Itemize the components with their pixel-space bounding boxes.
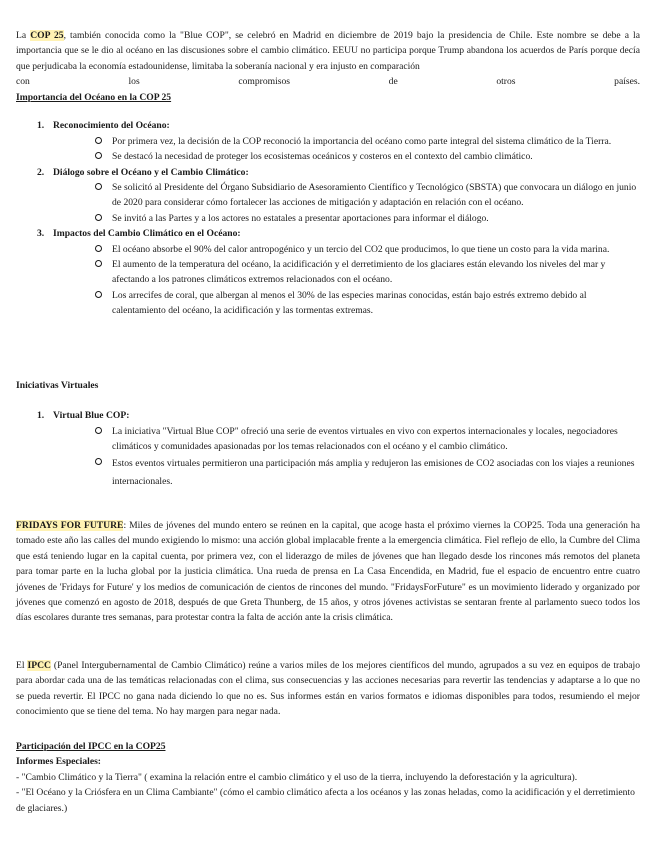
list-item-title: Diálogo sobre el Océano y el Cambio Climático:: [53, 166, 249, 178]
circle-bullet-icon: [95, 183, 102, 190]
section3-subheading: Informes Especiales:: [16, 756, 101, 768]
list-item-title: Impactos del Cambio Climático en el Océano:: [53, 228, 241, 240]
section1-heading: Importancia del Océano en la COP 25: [16, 92, 172, 103]
ipcc-highlight: IPCC: [27, 660, 51, 671]
sub-bullet: Se solicitó al Presidente del Órgano Subsidiario de Asesoramiento Científico y Tecnológico (SBSTA) que convocara un diálogo en junio de 2020 para considerar cómo fortalecer las acciones de mitigación y adaptación en relación con el océano.: [53, 180, 640, 211]
section2-list: [16, 408, 640, 490]
intro-paragraph: [16, 28, 640, 90]
section1-list: [16, 118, 640, 318]
sub-bullet: El océano absorbe el 90% del calor antropogénico y un tercio del CO2 que producimos, lo que tiene un costo para la vida marina.: [53, 242, 640, 257]
intro-tail-right: los compromisos de otros países.: [128, 76, 640, 88]
list-item: 3. Impactos del Cambio Climático en el Océano: El océano absorbe el 90% del calor antropogénico y un tercio del CO2 que producimos, lo que tiene un costo para la vida marina. El aumento de la temperatura del océano, la acidificación y el derretimiento de los glaciares están elevando los niveles del mar y afectando a los patrones climáticos extremos relacionados con el océano. Los arrecifes de coral, que albergan al menos el 30% de las especies marinas conocidas, están bajo estrés extremo debido al calentamiento del océano, la acidificación y las tormentas extremas.: [16, 226, 640, 318]
sub-bullet: Estos eventos virtuales permitieron una participación más amplia y redujeron las emisiones de CO2 asociadas con los viajes a reuniones internacionales.: [53, 455, 640, 491]
intro-highlight: COP 25: [30, 30, 64, 41]
ipcc-prefix: El: [16, 660, 28, 671]
section-ocean-importance: [16, 90, 640, 319]
circle-bullet-icon: [95, 214, 102, 221]
section-virtual-initiatives: [16, 378, 640, 491]
sub-bullet: Por primera vez, la decisión de la COP reconoció la importancia del océano como parte integral del sistema climático de la Tierra.: [53, 134, 640, 149]
list-item-title: Virtual Blue COP:: [53, 410, 130, 422]
section-ipcc-participation: [16, 739, 640, 816]
circle-bullet-icon: [95, 427, 102, 434]
ipcc-paragraph: [16, 658, 640, 720]
circle-bullet-icon: [95, 260, 102, 267]
circle-bullet-icon: [95, 458, 102, 465]
ipcc-text: (Panel Intergubernamental de Cambio Climático) reúne a varios miles de los mejores científicos del mundo, agrupados a su vez en equipos de trabajo para abordar cada una de las temáticas relacionadas con el clima, sus consecuencias y las acciones necesarias para revertir las tendencias y adaptarse a lo que no se pueda revertir. El IPCC no gana nada diciendo lo que no es. Sus informes están en varios formatos e idiomas disponibles para todos, resumiendo el mejor conocimiento que se tiene del tema. No hay margen para negar nada.: [16, 660, 640, 718]
list-item: 1. Virtual Blue COP: La iniciativa "Virtual Blue COP" ofreció una serie de eventos virtuales en vivo con expertos internacionales y locales, negociadores climáticos y comunidades apasionadas por los temas relacionados con el océano y el cambio climático. Estos eventos virtuales permitieron una participación más amplia y redujeron las emisiones de CO2 asociadas con los viajes a reuniones internacionales.: [16, 408, 640, 490]
sub-bullet: El aumento de la temperatura del océano, la acidificación y el derretimiento de los glaciares están elevando los niveles del mar y afectando a los patrones climáticos extremos relacionados con el océano.: [53, 257, 640, 288]
intro-text: , también conocida como la "Blue COP", se celebró en Madrid en diciembre de 2019 bajo la presidencia de Chile. Este nombre se debe a la importancia que se le dio al océano en las discusiones sobre el cambio climático. EEUU no participa porque Trump abandona los acuerdos de París porque decía que perjudicaba la economía estadounidense, limitaba la soberanía nacional y era injusto en comparación: [16, 30, 640, 72]
fridays-text: : Miles de jóvenes del mundo entero se reúnen en la capital, que acoge hasta el próximo viernes la COP25. Toda una generación ha tomado este año las calles del mundo exigiendo lo mismo: una acción global implacable frente a la emergencia climática. Fiel reflejo de ello, la Cumbre del Clima que está teniendo lugar en la capital cuenta, por primera vez, con el liderazgo de miles de jóvenes que han llegado desde los rincones más remotos del planeta para tomar parte en la lucha global por la justicia climática. Una rueda de prensa en La Casa Encendida, en Madrid, fue el espacio de encuentro entre cuatro jóvenes de 'Fridays for Future' y los medios de comunicación de cientos de rincones del mundo. "FridaysForFuture" es un movimiento liderado y organizado por jóvenes que comenzó en agosto de 2018, después de que Greta Thunberg, de 15 años, y otros jóvenes activistas se sentaran frente al parlamento sueco todos los días escolares durante tres semanas, para protestar contra la falta de acción ante la crisis climática.: [16, 520, 640, 624]
intro-tail-left: con: [16, 76, 30, 88]
section3-heading: Participación del IPCC en la COP25: [16, 741, 166, 752]
circle-bullet-icon: [95, 291, 102, 298]
report-line: - "El Océano y la Criósfera en un Clima Cambiante" (cómo el cambio climático afecta a los océanos y las zonas heladas, como la acidificación y el derretimiento de glaciares.): [16, 787, 635, 814]
circle-bullet-icon: [95, 245, 102, 252]
intro-prefix: La: [16, 30, 31, 41]
sub-bullet: Se destacó la necesidad de proteger los ecosistemas oceánicos y costeros en el contexto del cambio climático.: [53, 149, 640, 164]
circle-bullet-icon: [95, 152, 102, 159]
sub-bullet: Los arrecifes de coral, que albergan al menos el 30% de las especies marinas conocidas, están bajo estrés extremo debido al calentamiento del océano, la acidificación y las tormentas extremas.: [53, 288, 640, 319]
section2-heading: Iniciativas Virtuales: [16, 380, 99, 391]
sub-bullet: Se invitó a las Partes y a los actores no estatales a presentar aportaciones para informar el diálogo.: [53, 211, 640, 226]
sub-bullet: La iniciativa "Virtual Blue COP" ofreció una serie de eventos virtuales en vivo con expertos internacionales y locales, negociadores climáticos y comunidades apasionadas por los temas relacionados con el océano y el cambio climático.: [53, 424, 640, 455]
fridays-highlight: FRIDAYS FOR FUTURE: [16, 520, 124, 531]
list-item: 1. Reconocimiento del Océano: Por primera vez, la decisión de la COP reconoció la importancia del océano como parte integral del sistema climático de la Tierra. Se destacó la necesidad de proteger los ecosistemas oceánicos y costeros en el contexto del cambio climático.: [16, 118, 640, 164]
report-line: - "Cambio Climático y la Tierra" ( examina la relación entre el cambio climático y el uso de la tierra, incluyendo la deforestación y la agricultura).: [16, 771, 578, 783]
circle-bullet-icon: [95, 137, 102, 144]
fridays-paragraph: [16, 518, 640, 626]
list-item-title: Reconocimiento del Océano:: [53, 120, 170, 132]
list-item: 2. Diálogo sobre el Océano y el Cambio Climático: Se solicitó al Presidente del Órgano Subsidiario de Asesoramiento Científico y Tecnológico (SBSTA) que convocara un diálogo en junio de 2020 para considerar cómo fortalecer las acciones de mitigación y adaptación en relación con el océano. Se invitó a las Partes y a los actores no estatales a presentar aportaciones para informar el diálogo.: [16, 165, 640, 227]
